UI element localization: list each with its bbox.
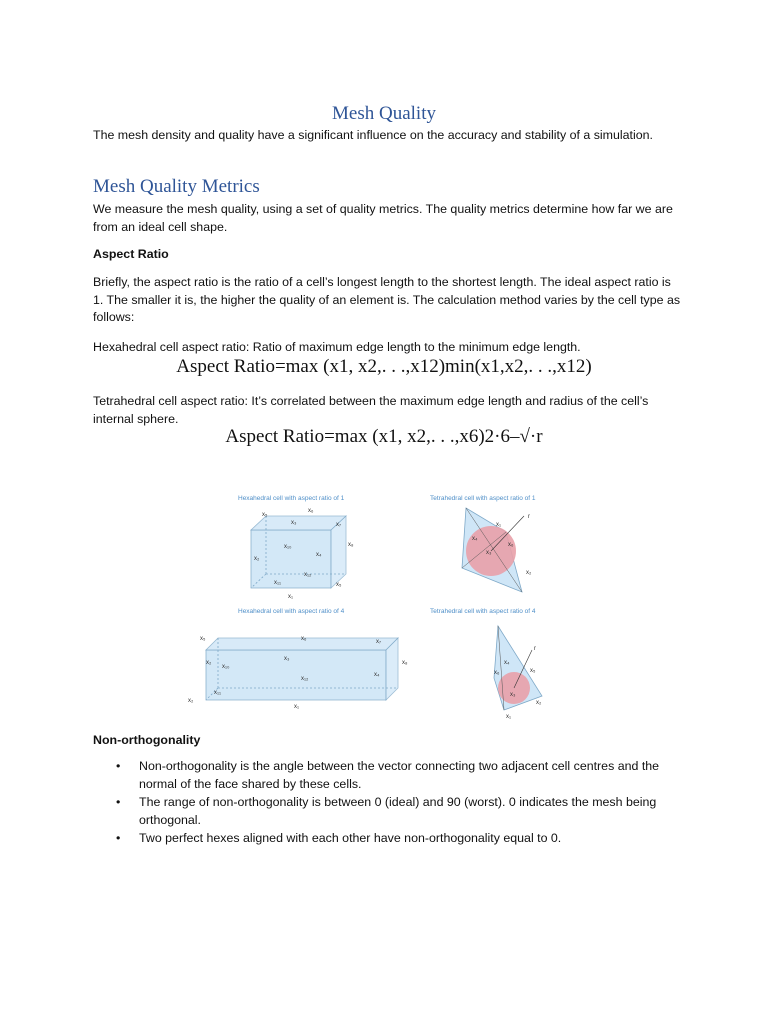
metrics-intro: We measure the mesh quality, using a set of quality metrics. The quality metrics determine how far we are from an ideal cell shape.: [93, 202, 673, 234]
svg-text:x₂: x₂: [526, 570, 532, 576]
svg-text:x₈: x₈: [402, 660, 408, 666]
metrics-heading: Mesh Quality Metrics: [93, 176, 260, 197]
svg-text:x₃: x₃: [510, 692, 516, 698]
svg-text:x₇: x₇: [376, 639, 382, 645]
hex4-caption: Hexahedral cell with aspect ratio of 4: [238, 608, 345, 615]
svg-text:x₂: x₂: [254, 556, 260, 562]
tet-1: [462, 508, 524, 592]
svg-text:x₁₂: x₁₂: [301, 676, 309, 682]
nonortho-heading: Non-orthogonality: [93, 733, 201, 747]
hex-long-4: [206, 638, 398, 700]
formula-hex-text: Aspect Ratio=max (x1, x2,. . .,x12)min(x1,x2,. . .,x12): [176, 356, 592, 377]
intro-paragraph: The mesh density and quality have a significant influence on the accuracy and stability of a simulation.: [93, 128, 653, 142]
svg-text:x₁: x₁: [506, 714, 512, 720]
svg-text:x₅: x₅: [262, 512, 268, 518]
svg-text:x₅: x₅: [336, 582, 342, 588]
svg-text:x₄: x₄: [472, 536, 478, 542]
svg-text:x₁₁: x₁₁: [274, 580, 282, 586]
svg-text:x₄: x₄: [504, 660, 510, 666]
formula-tet-text: Aspect Ratio=max (x1, x2,. . .,x6)2·6–√·r: [225, 426, 543, 447]
svg-text:x₆: x₆: [508, 542, 514, 548]
tet1-caption: Tetrahedral cell with aspect ratio of 1: [430, 495, 536, 502]
svg-text:x₆: x₆: [308, 508, 314, 514]
aspect-ratio-figure: [186, 488, 586, 720]
svg-text:r: r: [528, 514, 530, 520]
svg-text:x₅: x₅: [200, 636, 206, 642]
svg-text:x₁: x₁: [496, 522, 502, 528]
list-item-text: Non-orthogonality is the angle between the vector connecting two adjacent cell centres and the normal of the face shared by these cells.: [139, 759, 660, 791]
svg-text:x₁: x₁: [294, 704, 300, 710]
formula-hex: [0, 356, 768, 378]
list-item-text: Two perfect hexes aligned with each other have non-orthogonality equal to 0.: [139, 831, 562, 845]
list-item: [93, 758, 693, 793]
svg-text:x₄: x₄: [316, 552, 322, 558]
svg-text:x₈: x₈: [348, 542, 354, 548]
tet4-caption: Tetrahedral cell with aspect ratio of 4: [430, 608, 536, 615]
svg-text:x₂: x₂: [536, 700, 542, 706]
list-item: [93, 794, 693, 829]
svg-text:r: r: [534, 646, 536, 652]
svg-text:x₁₂: x₁₂: [304, 572, 312, 578]
svg-text:x₃: x₃: [486, 550, 492, 556]
svg-text:x₁₁: x₁₁: [214, 690, 222, 696]
aspect-ratio-body: Briefly, the aspect ratio is the ratio of a cell’s longest length to the shortest length. The ideal aspect ratio is 1. The smaller it is, the higher the quality of an element is. The calculation method varies by the cell type as follows:: [93, 275, 681, 324]
svg-text:x₆: x₆: [301, 636, 307, 642]
formula-tet: [0, 426, 768, 448]
svg-text:x₇: x₇: [336, 522, 342, 528]
svg-text:x₁: x₁: [288, 594, 294, 600]
svg-text:x₃: x₃: [284, 656, 290, 662]
svg-text:x₅: x₅: [530, 668, 536, 674]
svg-text:x₂: x₂: [206, 660, 212, 666]
svg-text:x₁₀: x₁₀: [222, 664, 230, 670]
tet-aspect-text: Tetrahedral cell aspect ratio: It’s correlated between the maximum edge length and radius of the cell’s internal sphere.: [93, 394, 649, 426]
bullet-icon: •: [116, 795, 121, 809]
svg-text:x₁₀: x₁₀: [284, 544, 292, 550]
svg-text:x₂: x₂: [188, 698, 194, 704]
svg-text:x₆: x₆: [494, 670, 500, 676]
bullet-icon: •: [116, 831, 121, 845]
page-title: Mesh Quality: [332, 103, 436, 124]
svg-text:x₄: x₄: [374, 672, 380, 678]
hex1-caption: Hexahedral cell with aspect ratio of 1: [238, 495, 345, 502]
hex-aspect-text: Hexahedral cell aspect ratio: Ratio of maximum edge length to the minimum edge length.: [93, 340, 581, 354]
hex-cube-1: [251, 516, 346, 588]
svg-text:x₃: x₃: [291, 520, 297, 526]
aspect-ratio-heading: Aspect Ratio: [93, 247, 169, 261]
nonortho-list: [93, 758, 693, 849]
bullet-icon: •: [116, 759, 121, 773]
list-item: [93, 830, 693, 848]
list-item-text: The range of non-orthogonality is between 0 (ideal) and 90 (worst). 0 indicates the mesh being orthogonal.: [139, 795, 657, 827]
